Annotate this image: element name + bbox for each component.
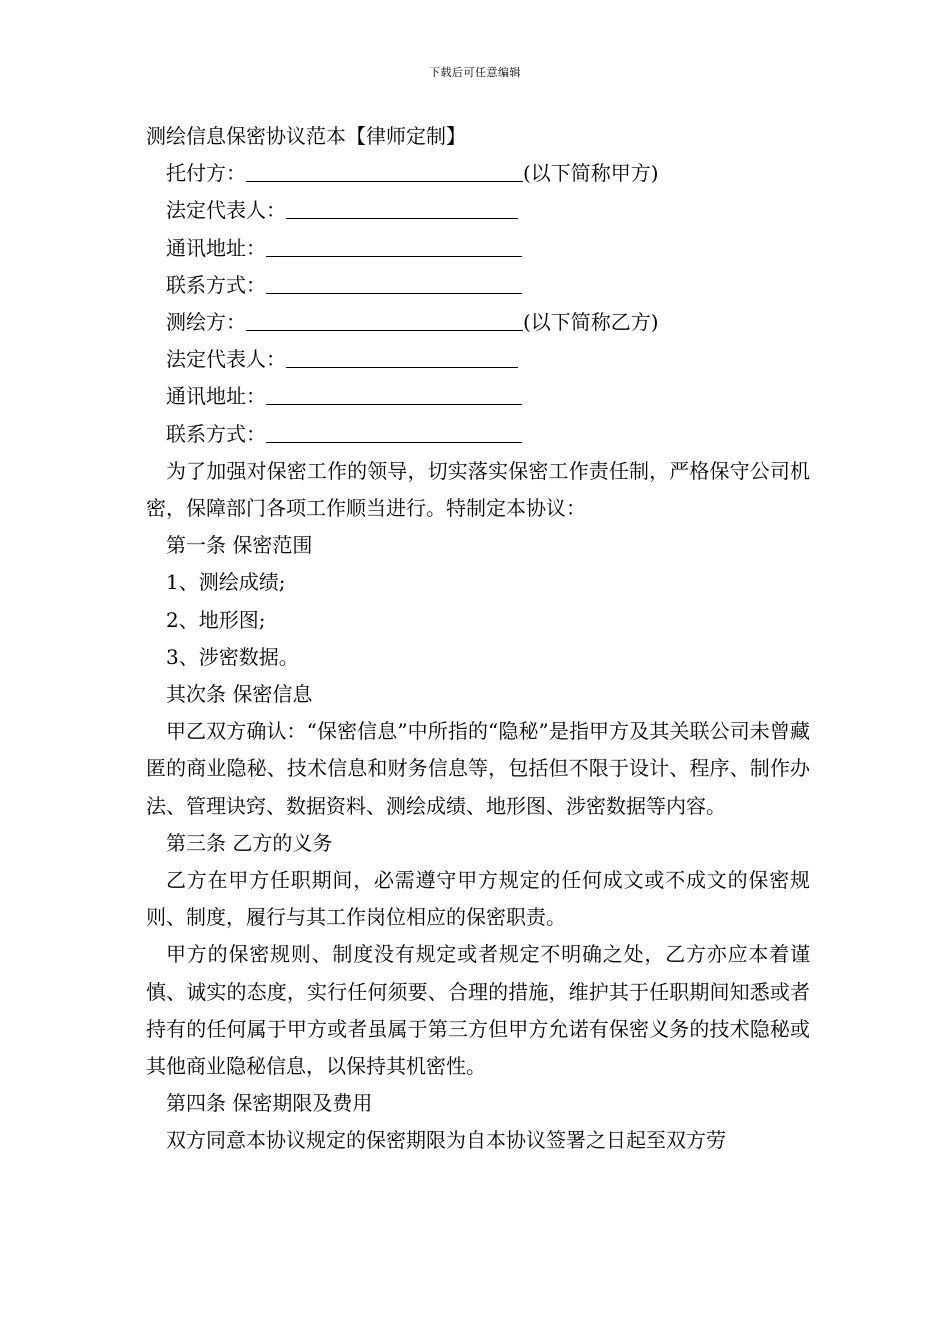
article1-item: 2、地形图; bbox=[166, 607, 266, 632]
party-a-rep-line bbox=[146, 192, 810, 229]
article1-item: 1、测绘成绩; bbox=[166, 570, 286, 595]
party-b-label: 测绘方： bbox=[166, 310, 246, 335]
intro-paragraph: 为了加强对保密工作的领导，切实落实保密工作责任制，严格保守公司机密，保障部门各项工作顺当进行。特制定本协议： bbox=[146, 458, 810, 521]
party-a-address-blank[interactable] bbox=[266, 236, 522, 257]
party-b-contact-blank[interactable] bbox=[266, 422, 522, 443]
document-body bbox=[146, 118, 810, 1160]
party-b-address-label: 通讯地址： bbox=[166, 384, 266, 409]
party-b-blank[interactable] bbox=[246, 310, 523, 331]
party-a-rep-blank[interactable] bbox=[286, 198, 518, 219]
party-b-rep-label: 法定代表人： bbox=[166, 347, 286, 372]
party-b-address-blank[interactable] bbox=[266, 384, 522, 405]
party-a-rep-label: 法定代表人： bbox=[166, 198, 286, 223]
article3-paragraph-2: 甲方的保密规则、制度没有规定或者规定不明确之处，乙方亦应本着谨慎、诚实的态度，实行任何须要、合理的措施，维护其于任职期间知悉或者持有的任何属于甲方或者虽属于第三方但甲方允诺有保密义务的技术隐秘或其他商业隐秘信息，以保持其机密性。 bbox=[146, 942, 810, 1079]
party-a-line bbox=[146, 155, 810, 192]
party-b-suffix: (以下简称乙方) bbox=[523, 310, 659, 335]
party-b-line bbox=[146, 304, 810, 341]
party-b-contact-label: 联系方式： bbox=[166, 421, 266, 446]
party-a-contact-line bbox=[146, 267, 810, 304]
article2-heading: 其次条 保密信息 bbox=[166, 682, 313, 707]
party-a-suffix: (以下简称甲方) bbox=[523, 161, 659, 186]
party-a-label: 托付方： bbox=[166, 161, 246, 186]
party-a-address-label: 通讯地址： bbox=[166, 235, 266, 260]
article1-heading: 第一条 保密范围 bbox=[166, 533, 313, 558]
party-b-contact-line bbox=[146, 416, 810, 453]
article4-paragraph: 双方同意本协议规定的保密期限为自本协议签署之日起至双方劳 bbox=[166, 1128, 726, 1153]
article2-paragraph: 甲乙双方确认：“保密信息”中所指的“隐秘”是指甲方及其关联公司未曾藏匿的商业隐秘、技术信息和财务信息等，包括但不限于设计、程序、制作办法、管理诀窍、数据资料、测绘成绩、地形图、涉密数据等内容。 bbox=[146, 719, 810, 818]
article1-item: 3、涉密数据。 bbox=[166, 644, 299, 669]
party-b-rep-blank[interactable] bbox=[286, 347, 518, 368]
party-b-rep-line bbox=[146, 341, 810, 378]
article3-heading: 第三条 乙方的义务 bbox=[166, 830, 333, 855]
party-b-address-line bbox=[146, 378, 810, 415]
page-header-note: 下载后可任意编辑 bbox=[429, 66, 521, 79]
party-a-contact-label: 联系方式： bbox=[166, 272, 266, 297]
party-a-contact-blank[interactable] bbox=[266, 273, 522, 294]
party-a-blank[interactable] bbox=[246, 161, 523, 182]
article3-paragraph-1: 乙方在甲方任职期间，必需遵守甲方规定的任何成文或不成文的保密规则、制度，履行与其工作岗位相应的保密职责。 bbox=[146, 868, 810, 930]
party-a-address-line bbox=[146, 230, 810, 267]
article4-heading: 第四条 保密期限及费用 bbox=[166, 1091, 373, 1116]
document-title: 测绘信息保密协议范本【律师定制】 bbox=[146, 124, 466, 148]
